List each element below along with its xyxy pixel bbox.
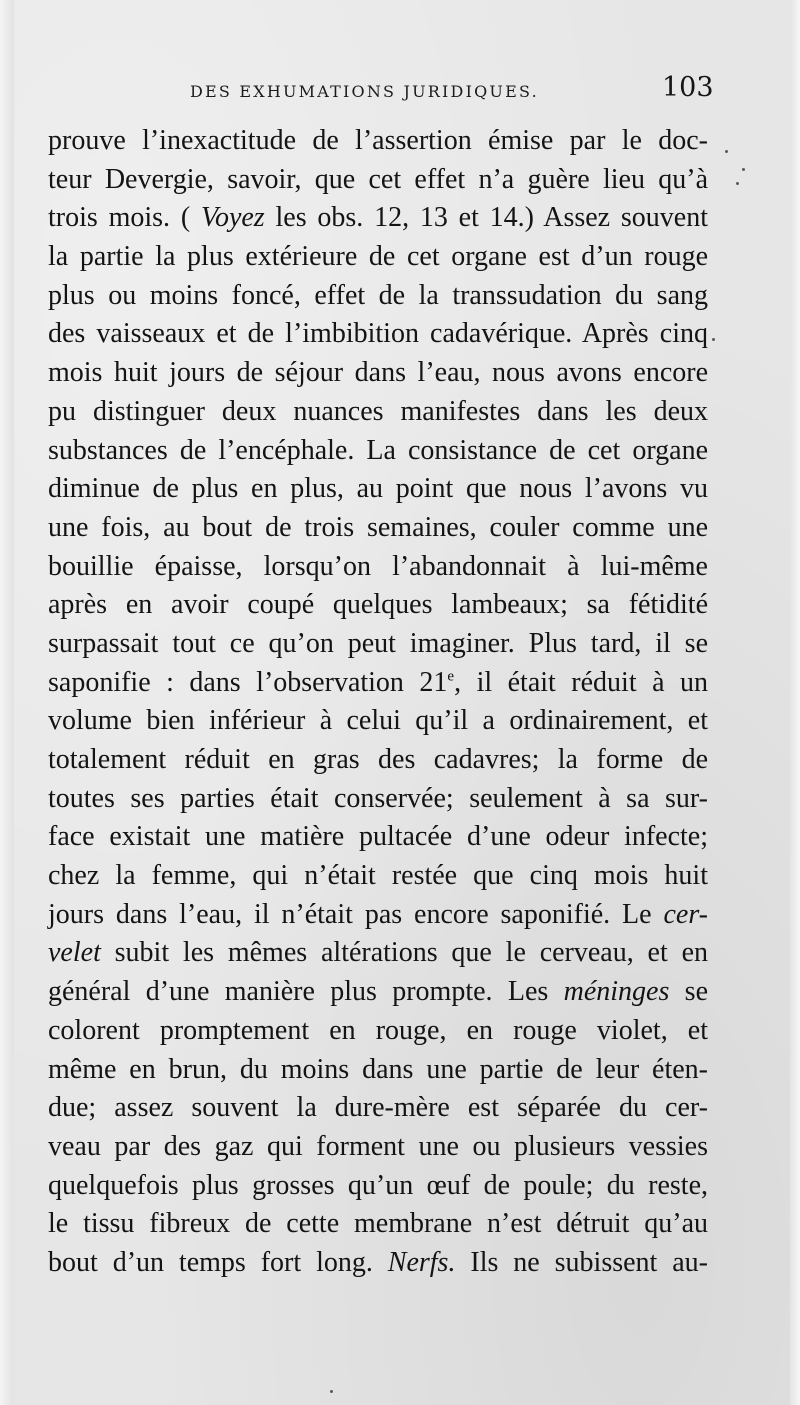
text-line xyxy=(48,1244,708,1283)
text-run: se xyxy=(669,976,708,1008)
page-edge-left xyxy=(0,0,14,1405)
text-line: quelquefois plus grosses qu’un œuf de poule; du reste, xyxy=(48,1169,708,1201)
text-run: subit les mêmes altérations que le cerveau, et en xyxy=(100,937,708,969)
text-line: totalement réduit en gras des cadavres; la forme de xyxy=(48,744,708,775)
text-run: jours dans l’eau, il n’était pas encore saponifié. Le xyxy=(48,898,664,930)
paper-speck xyxy=(725,150,728,153)
text-line: face existait une matière pultacée d’une odeur infecte; xyxy=(48,821,708,853)
text-run: bout d’un temps fort long. xyxy=(48,1246,388,1278)
text-line: le tissu fibreux de cette membrane n’est détruit qu’au xyxy=(48,1208,708,1240)
text-line: toutes ses parties était conservée; seulement à sa sur- xyxy=(48,782,708,814)
italic-word: méninges xyxy=(563,976,670,1008)
italic-word: Voyez xyxy=(200,202,265,234)
italic-word: velet xyxy=(48,937,101,969)
text-line: teur Devergie, savoir, que cet effet n’a guère lieu qu’à xyxy=(48,163,708,195)
paper-speck xyxy=(330,1390,333,1393)
italic-word: Nerfs. xyxy=(387,1246,456,1278)
text-line: prouve l’inexactitude de l’assertion émise par le doc- xyxy=(48,125,708,156)
text-line: mois huit jours de séjour dans l’eau, nous avons encore xyxy=(48,357,708,389)
text-run: général d’une manière plus prompte. Les xyxy=(48,976,564,1008)
text-line: bouillie épaisse, lorsqu’on l’abandonnait à lui-même xyxy=(48,550,708,582)
superscript: e xyxy=(447,668,455,685)
text-line: après en avoir coupé quelques lambeaux; sa fétidité xyxy=(48,589,708,621)
text-line: surpassait tout ce qu’on peut imaginer. Plus tard, il se xyxy=(48,627,708,659)
text-line: veau par des gaz qui forment une ou plusieurs vessies xyxy=(48,1130,708,1162)
page-edge-right xyxy=(790,0,800,1405)
text-run: saponifie : dans l’observation 21 xyxy=(48,666,448,698)
text-run: , il était réduit à un xyxy=(454,666,708,698)
running-title: DES EXHUMATIONS JURIDIQUES. xyxy=(190,82,539,101)
text-run: les obs. 12, 13 et 14.) Assez souvent xyxy=(264,202,708,234)
text-line xyxy=(48,973,708,1012)
italic-word: cer- xyxy=(663,898,708,930)
text-line xyxy=(48,199,708,238)
text-line xyxy=(48,896,708,935)
text-line: colorent promptement en rouge, en rouge violet, et xyxy=(48,1014,708,1046)
text-line: substances de l’encéphale. La consistance de cet organe xyxy=(48,434,708,466)
text-line xyxy=(48,664,708,703)
text-line xyxy=(48,934,708,973)
page-number: 103 xyxy=(662,72,714,103)
text-line: des vaisseaux et de l’imbibition cadavérique. Après cinq xyxy=(48,318,708,350)
text-line: plus ou moins foncé, effet de la transsudation du sang xyxy=(48,279,708,311)
paper-speck xyxy=(736,182,739,185)
paper-speck xyxy=(712,338,715,341)
text-line: diminue de plus en plus, au point que nous l’avons vu xyxy=(48,473,708,505)
text-line: volume bien inférieur à celui qu’il a ordinairement, et xyxy=(48,705,708,737)
text-line: même en brun, du moins dans une partie de leur éten- xyxy=(48,1053,708,1085)
text-line: une fois, au bout de trois semaines, couler comme une xyxy=(48,511,708,543)
text-run: Ils ne subissent au- xyxy=(455,1246,708,1278)
text-line: chez la femme, qui n’était restée que cinq mois huit xyxy=(48,860,708,892)
paper-speck xyxy=(742,168,745,171)
body-text xyxy=(48,122,708,1283)
text-line: due; assez souvent la dure-mère est séparée du cer- xyxy=(48,1092,708,1124)
text-line: pu distinguer deux nuances manifestes dans les deux xyxy=(48,395,708,427)
text-run: trois mois. ( xyxy=(48,202,201,234)
text-line: la partie la plus extérieure de cet organe est d’un rouge xyxy=(48,241,708,273)
